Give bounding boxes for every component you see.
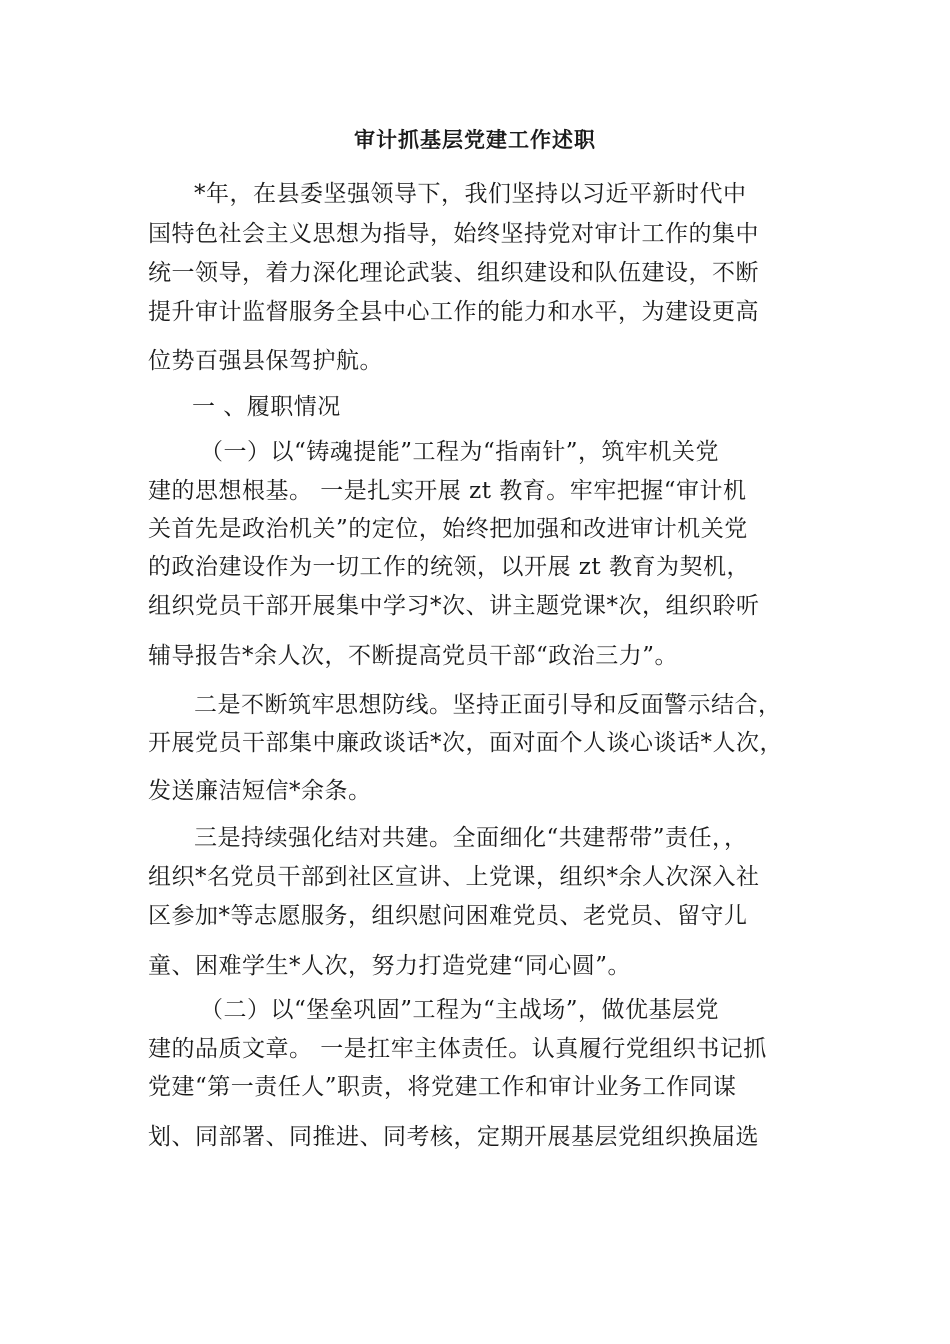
paragraph-line: *年，在县委坚强领导下，我们坚持以习近平新时代中: [194, 181, 747, 207]
document-title: 审计抓基层党建工作述职: [354, 127, 596, 152]
paragraph-line: 建的思想根基。 一是扎实开展 zt 教育。牢牢把握“审计机: [148, 478, 747, 504]
paragraph-line: 发送廉洁短信*余条。: [148, 778, 372, 804]
paragraph-line: 位势百强县保驾护航。: [148, 348, 383, 374]
paragraph-line: 开展党员干部集中廉政谈话*次，面对面个人谈心谈话*人次，: [148, 730, 783, 756]
paragraph-line: 二是不断筑牢思想防线。坚持正面引导和反面警示结合，: [194, 692, 782, 718]
paragraph-line: 划、同部署、同推进、同考核，定期开展基层党组织换届选: [148, 1124, 759, 1150]
paragraph-line: 区参加*等志愿服务，组织慰问困难党员、老党员、留守儿: [148, 903, 748, 929]
paragraph-line: （一）以“铸魂提能”工程为“指南针”，筑牢机关党: [200, 439, 720, 465]
paragraph-line: 组织党员干部开展集中学习*次、讲主题党课*次，组织聆听: [148, 593, 760, 619]
paragraph-line: 国特色社会主义思想为指导，始终坚持党对审计工作的集中: [148, 221, 759, 247]
paragraph-line: 提升审计监督服务全县中心工作的能力和水平，为建设更高: [148, 299, 759, 325]
paragraph-line: 建的品质文章。 一是扛牢主体责任。认真履行党组织书记抓: [148, 1036, 767, 1062]
paragraph-line: （二）以“堡垒巩固”工程为“主战场”，做优基层党: [200, 997, 720, 1023]
paragraph-line: 童、困难学生*人次，努力打造党建“同心圆”。: [148, 953, 632, 979]
paragraph-line: 关首先是政治机关”的定位，始终把加强和改进审计机关党: [148, 516, 748, 542]
paragraph-line: 三是持续强化结对共建。全面细化“共建帮带”责任，，: [194, 825, 748, 851]
paragraph-line: 辅导报告*余人次，不断提高党员干部“政治三力”。: [148, 643, 679, 669]
paragraph-line: 统一领导，着力深化理论武装、组织建设和队伍建设，不断: [148, 260, 759, 286]
paragraph-line: 组织*名党员干部到社区宣讲、上党课，组织*余人次深入社: [148, 864, 760, 890]
section-heading: 一 、履职情况: [192, 394, 341, 420]
paragraph-line: 党建“第一责任人”职责，将党建工作和审计业务工作同谋: [148, 1074, 737, 1100]
paragraph-line: 的政治建设作为一切工作的统领，以开展 zt 教育为契机，: [148, 554, 750, 580]
